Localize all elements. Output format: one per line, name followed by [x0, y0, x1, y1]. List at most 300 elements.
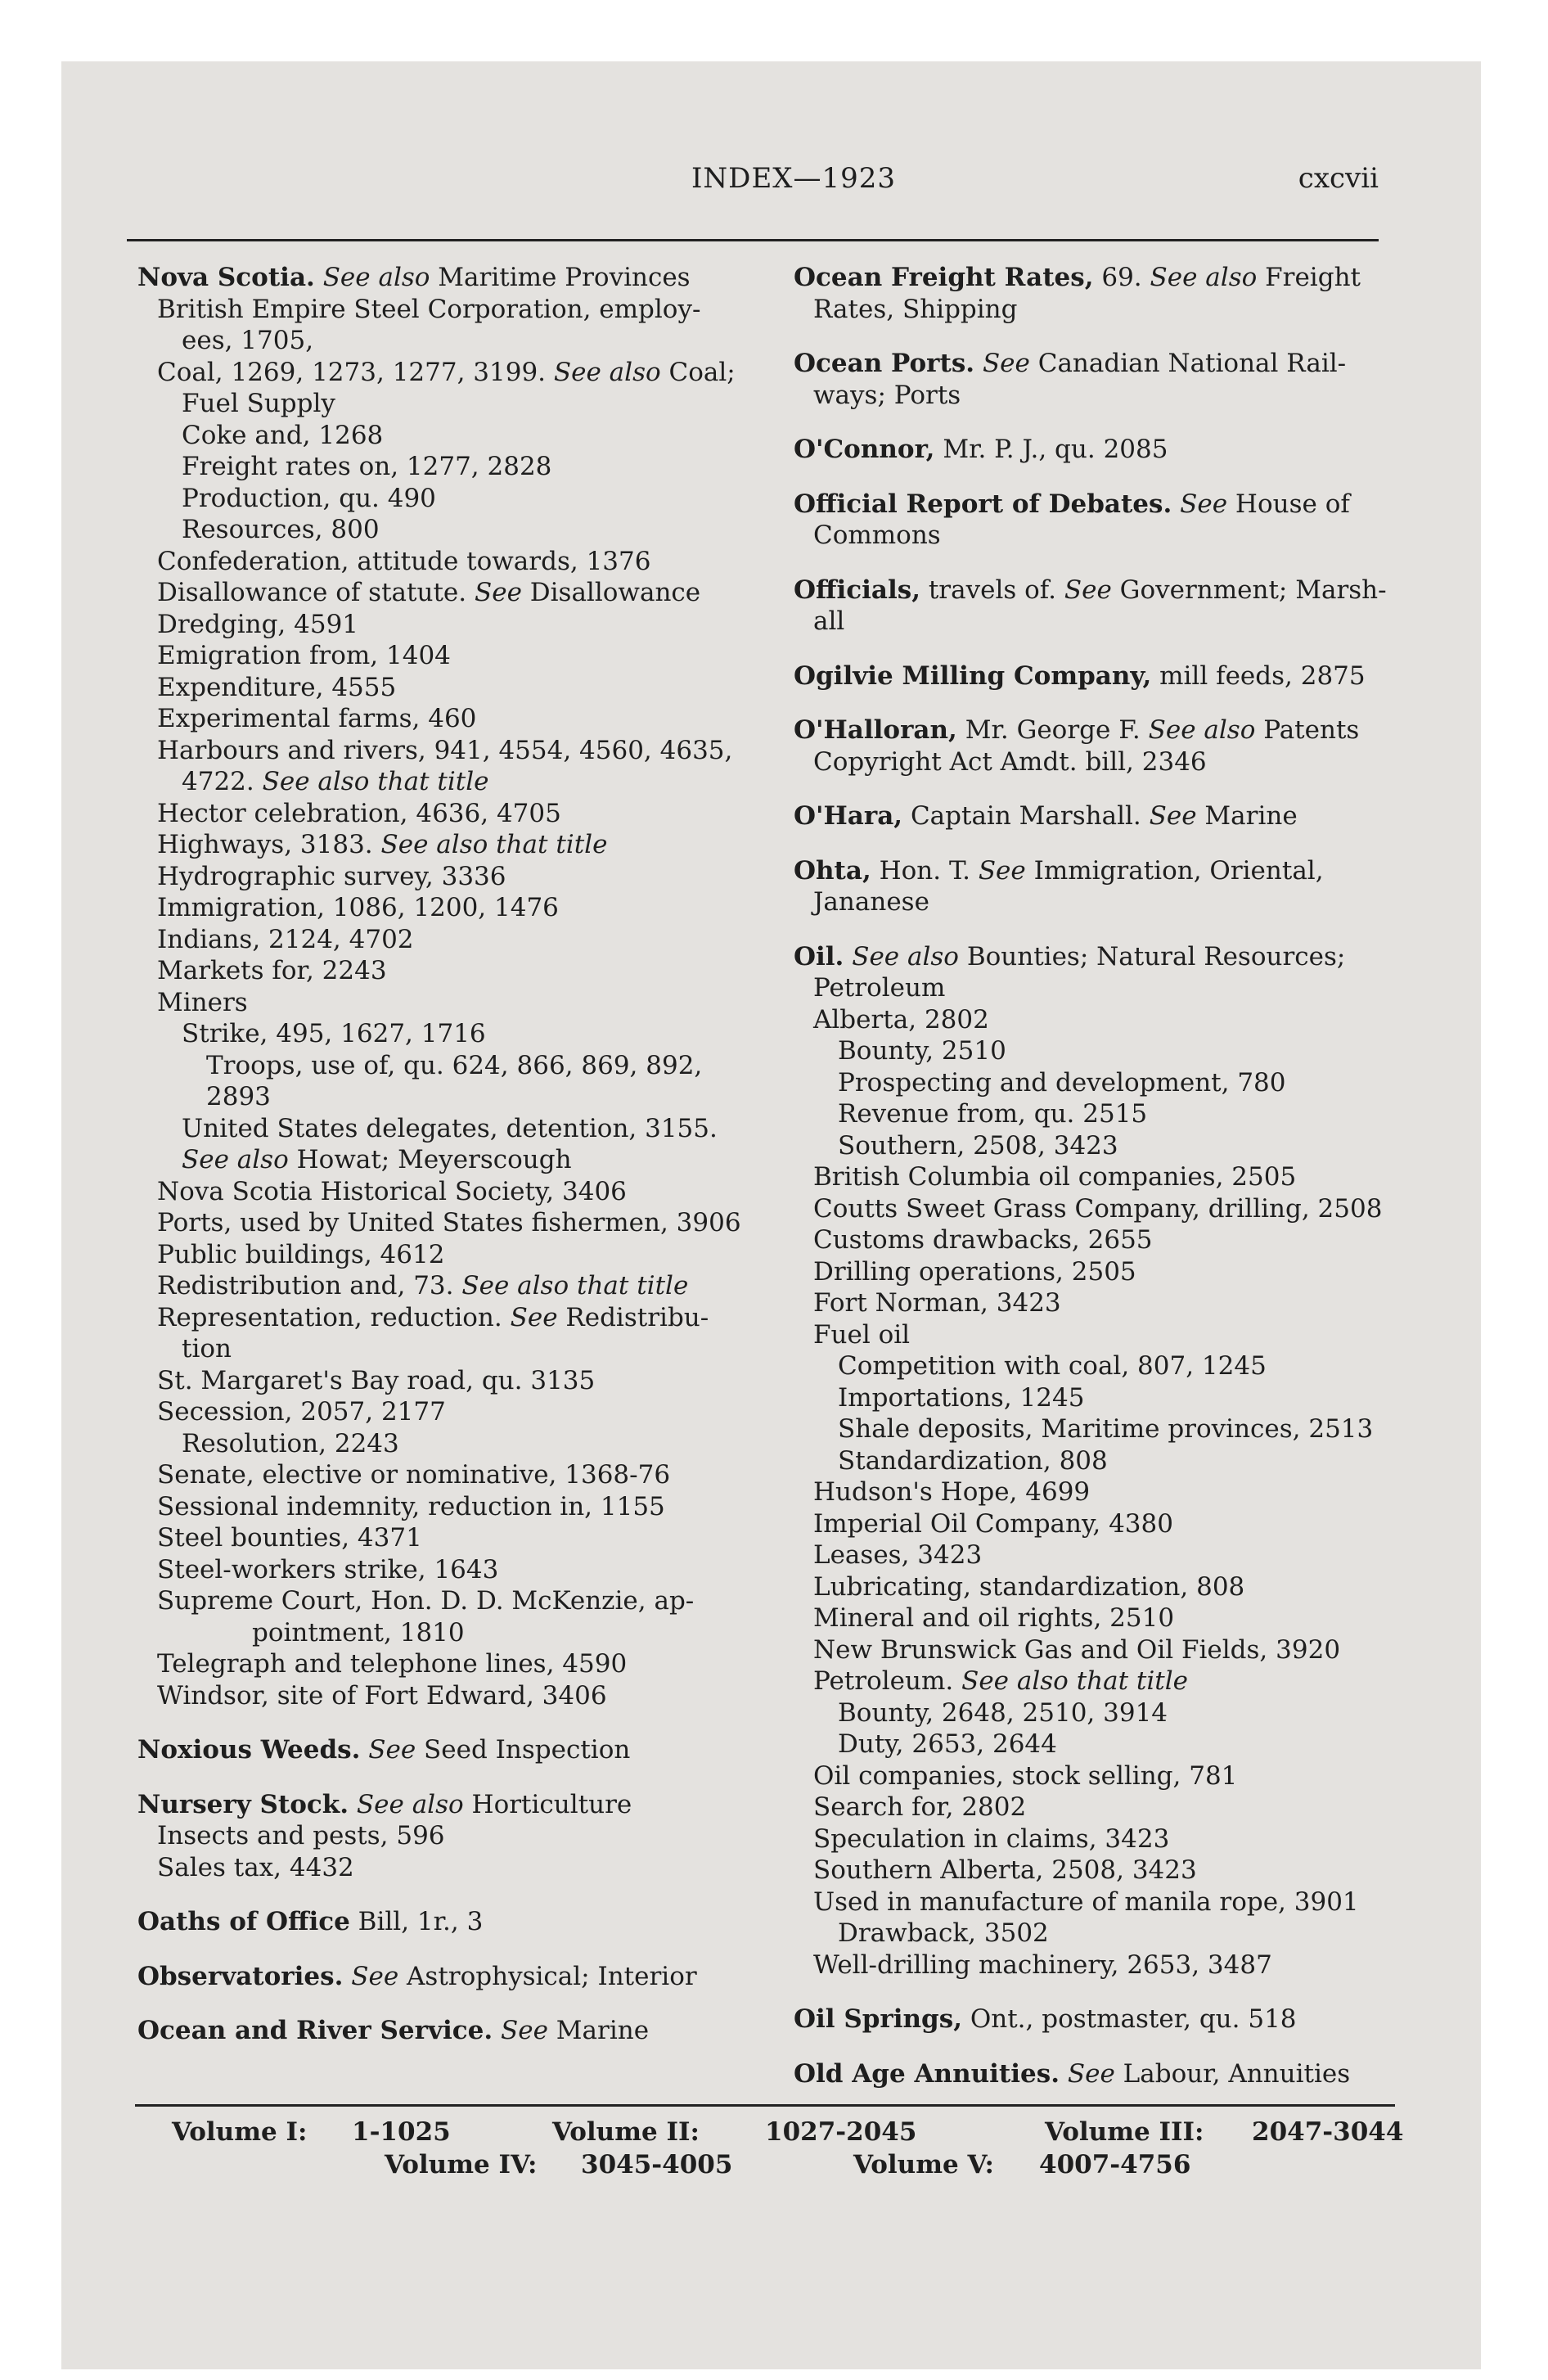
entry-text: Disallowance — [521, 578, 701, 607]
index-entry — [794, 800, 1391, 832]
entry-heading-line — [794, 575, 1391, 606]
entry-text: Bounty, 2648, 2510, 3914 — [838, 1697, 1168, 1728]
cross-reference-label: See also that title — [961, 1666, 1189, 1696]
entry-heading: Noxious Weeds. — [137, 1735, 361, 1765]
subentry-line — [137, 1239, 763, 1271]
entry-text: Maritime Provinces — [430, 263, 691, 292]
subentry-line — [137, 1144, 763, 1176]
subentry-line — [794, 1571, 1391, 1603]
entry-heading: Nova Scotia. — [137, 263, 315, 292]
entry-text: Ports, used by United States fishermen, 3906 — [157, 1208, 741, 1237]
cross-reference-label: See — [1149, 801, 1197, 831]
entry-text: Hydrographic survey, 3336 — [157, 861, 506, 891]
volume-3-label: Volume III: — [1045, 2117, 1204, 2147]
entry-text: Expenditure, 4555 — [157, 672, 397, 702]
footer-line-1 — [135, 2116, 1404, 2148]
entry-heading-line — [137, 1734, 763, 1766]
entry-text: Resources, 800 — [182, 515, 380, 544]
entry-text: Dredging, 4591 — [157, 609, 359, 639]
subentry-line — [794, 1035, 1391, 1067]
entry-text: Howat; Meyerscough — [288, 1145, 572, 1174]
entry-text: Southern Alberta, 2508, 3423 — [813, 1855, 1197, 1885]
cross-reference-label: See also — [1148, 715, 1256, 745]
entry-text: Marine — [1196, 801, 1298, 831]
index-entry — [794, 489, 1391, 552]
entry-heading-line — [794, 714, 1391, 746]
volume-2-range: 1027-2045 — [765, 2117, 917, 2147]
cross-reference-label: See also — [852, 941, 959, 971]
entry-text: Importations, 1245 — [838, 1382, 1085, 1413]
subentry-line — [137, 1852, 763, 1884]
subentry-line — [794, 1130, 1391, 1162]
entry-heading: Observatories. — [137, 1961, 344, 1991]
subentry-line — [137, 357, 763, 389]
cross-reference-label: See — [1067, 2058, 1115, 2089]
entry-text: Fuel Supply — [182, 389, 335, 418]
entry-text: pointment, 1810 — [252, 1617, 465, 1648]
entry-text: Insects and pests, 596 — [157, 1821, 445, 1850]
volume-1-label: Volume I: — [172, 2117, 308, 2147]
subentry-line — [794, 1697, 1391, 1729]
subentry-line — [137, 514, 763, 546]
entry-text: Coutts Sweet Grass Company, drilling, 2508 — [813, 1193, 1383, 1224]
index-entry — [137, 2015, 763, 2047]
subentry-line — [794, 746, 1391, 778]
subentry-line — [137, 1820, 763, 1852]
entry-text: Emigration from, 1404 — [157, 641, 451, 670]
entry-text: Strike, 495, 1627, 1716 — [182, 1019, 486, 1048]
subentry-line — [137, 861, 763, 893]
index-entry — [137, 262, 763, 1711]
entry-text: Ont., postmaster, qu. 518 — [961, 2004, 1297, 2034]
entry-text: Search for, 2802 — [813, 1792, 1027, 1822]
entry-text: Production, qu. 490 — [182, 483, 436, 513]
subentry-line — [137, 483, 763, 515]
entry-heading-line — [794, 855, 1391, 887]
subentry-line — [794, 1067, 1391, 1099]
subentry-line — [794, 1004, 1391, 1036]
subentry-line — [794, 1350, 1391, 1382]
entry-text: Senate, elective or nominative, 1368-76 — [157, 1460, 671, 1490]
cross-reference-label: See — [474, 578, 522, 607]
index-entry — [794, 434, 1391, 466]
entry-text: Seed Inspection — [416, 1735, 631, 1765]
cross-reference-label: See — [501, 2016, 548, 2045]
subentry-line — [137, 1113, 763, 1145]
entry-text: Competition with coal, 807, 1245 — [838, 1351, 1267, 1381]
entry-text: Secession, 2057, 2177 — [157, 1397, 446, 1427]
entry-heading-line — [794, 800, 1391, 832]
entry-text: Redistribution and, 73. — [157, 1271, 462, 1300]
entry-text: Drilling operations, 2505 — [813, 1256, 1136, 1287]
left-index-column — [137, 262, 763, 2070]
subentry-line — [794, 1445, 1391, 1477]
entry-heading-line — [794, 434, 1391, 466]
cross-reference-label: See — [1180, 489, 1228, 519]
entry-heading: Ocean Ports. — [794, 349, 975, 378]
entry-text: Nova Scotia Historical Society, 3406 — [157, 1176, 627, 1206]
entry-heading: Nursery Stock. — [137, 1789, 349, 1819]
subentry-line — [794, 1729, 1391, 1760]
entry-heading-line — [794, 489, 1391, 521]
entry-text: St. Margaret's Bay road, qu. 3135 — [157, 1365, 596, 1395]
volume-footer — [135, 2116, 1404, 2181]
cross-reference-label: See also — [182, 1145, 289, 1174]
entry-heading: Ocean Freight Rates, — [794, 263, 1094, 292]
entry-heading: Ohta, — [794, 855, 871, 886]
subentry-line — [794, 1634, 1391, 1666]
subentry-line — [137, 640, 763, 672]
entry-heading: O'Halloran, — [794, 715, 957, 745]
entry-text: Bounties; Natural Resources; — [958, 941, 1346, 971]
entry-text — [349, 1790, 357, 1819]
entry-text — [1172, 489, 1180, 519]
subentry-line — [794, 1287, 1391, 1319]
entry-text: Southern, 2508, 3423 — [838, 1130, 1118, 1161]
index-entry — [794, 2058, 1391, 2090]
subentry-line — [137, 1617, 763, 1649]
entry-text: Windsor, site of Fort Edward, 3406 — [157, 1680, 607, 1711]
entry-heading: O'Hara, — [794, 801, 903, 831]
subentry-line — [794, 1760, 1391, 1792]
index-entry — [137, 1906, 763, 1938]
cross-reference-label: See — [982, 349, 1030, 378]
subentry-line — [137, 1648, 763, 1680]
entry-heading: Official Report of Debates. — [794, 489, 1172, 519]
subentry-line — [137, 798, 763, 830]
entry-text: Rates, Shipping — [813, 294, 1018, 324]
subentry-line — [137, 1459, 763, 1491]
index-entry — [794, 941, 1391, 1981]
entry-heading: Oil Springs, — [794, 2004, 962, 2034]
subentry-line — [137, 1680, 763, 1712]
entry-text: Leases, 3423 — [813, 1540, 983, 1570]
subentry-line — [137, 955, 763, 987]
entry-text: Alberta, 2802 — [813, 1004, 989, 1034]
entry-text: Petroleum — [813, 973, 946, 1003]
subentry-line — [794, 1476, 1391, 1508]
footer-divider — [135, 2104, 1395, 2107]
subentry-line — [137, 325, 763, 357]
cross-reference-label: See also — [322, 263, 430, 292]
subentry-line — [137, 987, 763, 1019]
subentry-line — [137, 1081, 763, 1113]
entry-text: Telegraph and telephone lines, 4590 — [157, 1649, 628, 1679]
index-entry — [794, 262, 1391, 325]
subentry-line — [137, 577, 763, 609]
entry-text: Patents — [1255, 715, 1360, 745]
subentry-line — [794, 1413, 1391, 1445]
entry-text: Duty, 2653, 2644 — [838, 1729, 1057, 1759]
subentry-line — [794, 1161, 1391, 1193]
entry-text: Petroleum. — [813, 1666, 962, 1696]
entry-text: all — [813, 606, 845, 636]
header-divider — [127, 239, 1379, 241]
entry-heading-line — [794, 2058, 1391, 2090]
index-entry — [794, 714, 1391, 778]
entry-heading-line — [794, 262, 1391, 294]
cross-reference-label: See — [351, 1961, 399, 1991]
volume-2-label: Volume II: — [552, 2117, 700, 2147]
index-entry — [137, 1789, 763, 1884]
entry-heading: O'Connor, — [794, 435, 935, 464]
entry-text: Mr. George F. — [956, 715, 1149, 745]
entry-text: Lubricating, standardization, 808 — [813, 1571, 1245, 1602]
cross-reference-label: See also — [553, 357, 661, 387]
index-entry — [794, 2004, 1391, 2035]
entry-text: Captain Marshall. — [902, 801, 1150, 831]
subentry-line — [137, 1176, 763, 1208]
entry-heading-line — [794, 2004, 1391, 2035]
volume-1-range: 1-1025 — [352, 2117, 451, 2147]
subentry-line — [794, 886, 1391, 918]
volume-4-range: 3045-4005 — [581, 2150, 733, 2179]
cross-reference-label: See — [1064, 575, 1112, 605]
subentry-line — [137, 1491, 763, 1523]
entry-text: tion — [182, 1334, 232, 1364]
entry-text: Indians, 2124, 4702 — [157, 924, 414, 954]
entry-text: Government; Marsh- — [1111, 575, 1387, 605]
entry-text — [844, 942, 852, 971]
entry-text: Sales tax, 4432 — [157, 1852, 354, 1882]
subentry-line — [794, 380, 1391, 412]
entry-text: Sessional indemnity, reduction in, 1155 — [157, 1491, 665, 1521]
index-entry — [794, 855, 1391, 918]
entry-heading-line — [794, 941, 1391, 973]
entry-text: Coke and, 1268 — [182, 420, 384, 450]
entry-text: ees, 1705, — [182, 326, 314, 355]
entry-text: Hudson's Hope, 4699 — [813, 1477, 1091, 1507]
subentry-line — [137, 451, 763, 483]
subentry-line — [794, 1823, 1391, 1855]
entry-text: Supreme Court, Hon. D. D. McKenzie, ap- — [157, 1586, 695, 1616]
right-index-column — [794, 262, 1391, 2112]
subentry-line — [794, 1602, 1391, 1634]
entry-text: British Empire Steel Corporation, employ- — [157, 294, 701, 324]
entry-text: Markets for, 2243 — [157, 956, 387, 985]
entry-heading: Officials, — [794, 575, 920, 605]
entry-text — [1060, 2059, 1068, 2089]
volume-4-label: Volume IV: — [385, 2150, 538, 2179]
entry-text: Jananese — [813, 887, 929, 917]
subentry-line — [137, 1018, 763, 1050]
entry-text: Well-drilling machinery, 2653, 3487 — [813, 1950, 1272, 1980]
subentry-line — [137, 546, 763, 578]
entry-text: Public buildings, 4612 — [157, 1239, 445, 1269]
entry-text: Redistribu- — [557, 1302, 709, 1332]
entry-text: Coal, 1269, 1273, 1277, 3199. — [157, 357, 554, 387]
entry-text: Fuel oil — [813, 1319, 911, 1350]
subentry-line — [137, 1554, 763, 1586]
subentry-line — [794, 1950, 1391, 1981]
subentry-line — [794, 1918, 1391, 1950]
subentry-line — [137, 1428, 763, 1460]
subentry-line — [794, 972, 1391, 1004]
entry-heading-line — [137, 262, 763, 294]
index-entry — [794, 348, 1391, 411]
subentry-line — [794, 1193, 1391, 1225]
entry-text: 4722. — [182, 767, 263, 796]
entry-text: British Columbia oil companies, 2505 — [813, 1162, 1297, 1192]
subentry-line — [794, 294, 1391, 326]
entry-text: Revenue from, qu. 2515 — [838, 1099, 1148, 1129]
page-title: INDEX—1923 — [691, 162, 896, 195]
subentry-line — [137, 1522, 763, 1554]
entry-text: Imperial Oil Company, 4380 — [813, 1508, 1173, 1539]
entry-text: Canadian National Rail- — [1029, 349, 1347, 378]
subentry-line — [137, 672, 763, 704]
entry-text: Commons — [813, 521, 941, 550]
subentry-line — [137, 1302, 763, 1334]
subentry-line — [794, 1539, 1391, 1571]
entry-text: mill feeds, 2875 — [1151, 660, 1366, 691]
entry-text: Copyright Act Amdt. bill, 2346 — [813, 746, 1207, 777]
entry-text: Speculation in claims, 3423 — [813, 1823, 1170, 1854]
entry-text: Steel bounties, 4371 — [157, 1523, 422, 1553]
subentry-line — [137, 388, 763, 420]
subentry-line — [137, 294, 763, 326]
entry-text: Confederation, attitude towards, 1376 — [157, 546, 651, 576]
entry-heading-line — [137, 1789, 763, 1821]
entry-text: Hon. T. — [871, 855, 979, 886]
entry-text: Prospecting and development, 780 — [838, 1067, 1286, 1098]
entry-text: Experimental farms, 460 — [157, 704, 477, 733]
entry-text: Resolution, 2243 — [182, 1428, 399, 1458]
entry-text: United States delegates, detention, 3155. — [182, 1113, 718, 1143]
entry-text: New Brunswick Gas and Oil Fields, 3920 — [813, 1634, 1341, 1665]
entry-heading-line — [794, 660, 1391, 692]
entry-text: Miners — [157, 987, 248, 1017]
subentry-line — [794, 606, 1391, 638]
entry-text: ways; Ports — [813, 380, 961, 410]
subentry-line — [137, 766, 763, 798]
entry-text — [493, 2016, 501, 2045]
cross-reference-label: See — [978, 855, 1026, 886]
volume-5-label: Volume V: — [853, 2150, 994, 2179]
entry-text: Highways, 3183. — [157, 830, 381, 859]
subentry-line — [137, 1270, 763, 1302]
entry-text: Labour, Annuities — [1114, 2058, 1351, 2089]
entry-text — [315, 263, 323, 292]
index-entry — [137, 1961, 763, 1993]
entry-heading-line — [137, 1906, 763, 1938]
cross-reference-label: See — [368, 1735, 416, 1765]
entry-text: Representation, reduction. — [157, 1302, 511, 1332]
entry-text: Bill, 1r., 3 — [349, 1907, 484, 1936]
entry-text: Marine — [547, 2016, 650, 2045]
entry-text: Mr. P. J., qu. 2085 — [934, 435, 1168, 464]
entry-heading: Oaths of Office — [137, 1907, 350, 1936]
cross-reference-label: See also that title — [262, 767, 489, 796]
entry-heading: Ocean and River Service. — [137, 2016, 493, 2045]
entry-text: Mineral and oil rights, 2510 — [813, 1603, 1175, 1633]
running-head — [127, 162, 1379, 211]
entry-text — [360, 1735, 368, 1765]
subentry-line — [794, 1792, 1391, 1823]
index-entry — [794, 575, 1391, 638]
cross-reference-label: See — [510, 1302, 558, 1332]
entry-text: Steel-workers strike, 1643 — [157, 1554, 499, 1584]
entry-text: Customs drawbacks, 2655 — [813, 1225, 1153, 1255]
entry-text: Freight rates on, 1277, 2828 — [182, 452, 552, 481]
entry-text: Horticulture — [463, 1789, 632, 1819]
subentry-line — [794, 1098, 1391, 1130]
entry-text: Harbours and rivers, 941, 4554, 4560, 4635, — [157, 735, 733, 765]
volume-3-range: 2047-3044 — [1252, 2117, 1404, 2147]
subentry-line — [137, 829, 763, 861]
subentry-line — [137, 1365, 763, 1397]
entry-text: Drawback, 3502 — [838, 1918, 1049, 1948]
subentry-line — [137, 735, 763, 767]
subentry-line — [137, 924, 763, 956]
entry-text: Coal; — [660, 357, 736, 387]
entry-heading: Oil. — [794, 941, 844, 971]
subentry-line — [794, 1256, 1391, 1288]
entry-text: Disallowance of statute. — [157, 578, 475, 607]
subentry-line — [794, 1855, 1391, 1886]
cross-reference-label: See also — [356, 1789, 464, 1819]
entry-text: Immigration, Oriental, — [1025, 855, 1324, 886]
subentry-line — [137, 1207, 763, 1239]
subentry-line — [137, 1585, 763, 1617]
entry-text: Used in manufacture of manila rope, 3901 — [813, 1886, 1359, 1917]
subentry-line — [794, 1666, 1391, 1697]
entry-heading: Ogilvie Milling Company, — [794, 660, 1152, 691]
subentry-line — [137, 892, 763, 924]
entry-text: Immigration, 1086, 1200, 1476 — [157, 893, 559, 922]
entry-text: Shale deposits, Maritime provinces, 2513 — [838, 1414, 1374, 1444]
entry-text: Bounty, 2510 — [838, 1036, 1006, 1066]
entry-text: Hector celebration, 4636, 4705 — [157, 798, 561, 828]
cross-reference-label: See also that title — [380, 830, 608, 859]
entry-text: Oil companies, stock selling, 781 — [813, 1760, 1238, 1791]
index-entry — [794, 660, 1391, 692]
entry-text — [974, 349, 983, 378]
entry-text: 69. — [1093, 263, 1150, 292]
entry-text: Standardization, 808 — [838, 1445, 1108, 1476]
cross-reference-label: See also that title — [461, 1271, 689, 1300]
entry-text: Troops, use of, qu. 624, 866, 869, 892, — [206, 1050, 703, 1080]
page-number: cxcvii — [1298, 162, 1379, 195]
entry-text: House of — [1227, 489, 1350, 519]
subentry-line — [794, 1224, 1391, 1256]
subentry-line — [794, 1886, 1391, 1918]
entry-heading-line — [794, 348, 1391, 380]
subentry-line — [794, 1382, 1391, 1414]
entry-text: travels of. — [920, 575, 1064, 605]
entry-text: Fort Norman, 3423 — [813, 1288, 1061, 1318]
subentry-line — [137, 1396, 763, 1428]
volume-5-range: 4007-4756 — [1039, 2150, 1191, 2179]
subentry-line — [137, 420, 763, 452]
entry-heading: Old Age Annuities. — [794, 2058, 1060, 2089]
entry-heading-line — [137, 2015, 763, 2047]
index-entry — [137, 1734, 763, 1766]
subentry-line — [137, 1050, 763, 1082]
entry-text — [343, 1962, 351, 1991]
subentry-line — [137, 1333, 763, 1365]
entry-text: Freight — [1257, 263, 1361, 292]
footer-line-2 — [135, 2148, 1395, 2181]
subentry-line — [794, 1319, 1391, 1351]
entry-text: Astrophysical; Interior — [398, 1961, 697, 1991]
cross-reference-label: See also — [1150, 263, 1258, 292]
entry-text: 2893 — [206, 1082, 271, 1111]
subentry-line — [137, 703, 763, 735]
subentry-line — [794, 520, 1391, 552]
subentry-line — [794, 1508, 1391, 1540]
entry-heading-line — [137, 1961, 763, 1993]
